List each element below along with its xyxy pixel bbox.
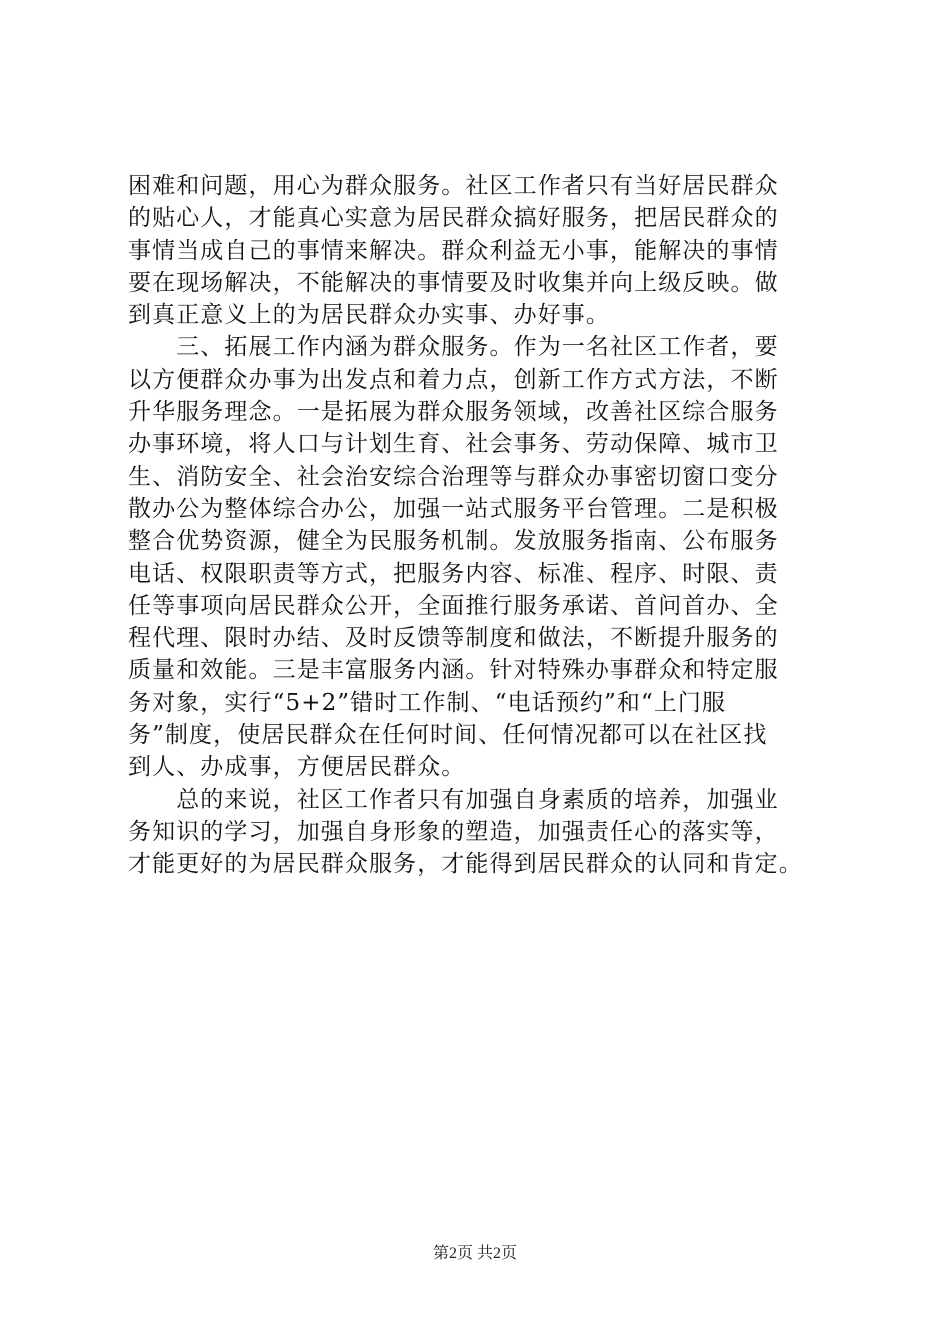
text-line: 到真正意义上的为居民群众办实事、办好事。 [128, 302, 610, 329]
text-line: 要在现场解决，不能解决的事情要及时收集并向上级反映。做 [128, 269, 779, 296]
document-body [128, 170, 824, 881]
text-line: 困难和问题，用心为群众服务。社区工作者只有当好居民群众 [128, 173, 779, 199]
text-line: 生、消防安全、社会治安综合治理等与群众办事密切窗口变分 [128, 463, 779, 490]
text-line: 质量和效能。三是丰富服务内涵。针对特殊办事群众和特定服 [128, 657, 779, 684]
text-line: 电话、权限职责等方式，把服务内容、标准、程序、时限、责 [128, 560, 779, 587]
text-line: 才能更好的为居民群众服务，才能得到居民群众的认同和肯定。 [128, 851, 803, 878]
text-line: 任等事项向居民群众公开，全面推行服务承诺、首问首办、全 [128, 592, 779, 619]
text-line: 到人、办成事，方便居民群众。 [128, 754, 466, 781]
text-line: 务知识的学习，加强自身形象的塑造，加强责任心的落实等， [128, 818, 779, 845]
text-line: 务”制度，使居民群众在任何时间、任何情况都可以在社区找 [128, 722, 768, 749]
text-line: 的贴心人，才能真心实意为居民群众搞好服务，把居民群众的 [128, 205, 779, 232]
text-line: 总的来说，社区工作者只有加强自身素质的培养，加强业 [128, 786, 779, 813]
text-line: 以方便群众办事为出发点和着力点，创新工作方式方法，不断 [128, 366, 779, 393]
text-line: 程代理、限时办结、及时反馈等制度和做法，不断提升服务的 [128, 625, 779, 652]
page-number-footer: 第2页 共2页 [432, 1245, 517, 1262]
text-line: 整合优势资源，健全为民服务机制。发放服务指南、公布服务 [128, 528, 779, 555]
text-line: 事情当成自己的事情来解决。群众利益无小事，能解决的事情 [128, 237, 779, 264]
text-line: 务对象，实行“5+2”错时工作制、“电话预约”和“上门服 [128, 689, 727, 716]
text-line: 升华服务理念。一是拓展为群众服务领域，改善社区综合服务 [128, 399, 779, 426]
text-line: 三、拓展工作内涵为群众服务。作为一名社区工作者，要 [128, 334, 779, 361]
text-line: 办事环境，将人口与计划生育、社会事务、劳动保障、城市卫 [128, 431, 779, 458]
text-line: 散办公为整体综合办公，加强一站式服务平台管理。二是积极 [128, 495, 779, 522]
